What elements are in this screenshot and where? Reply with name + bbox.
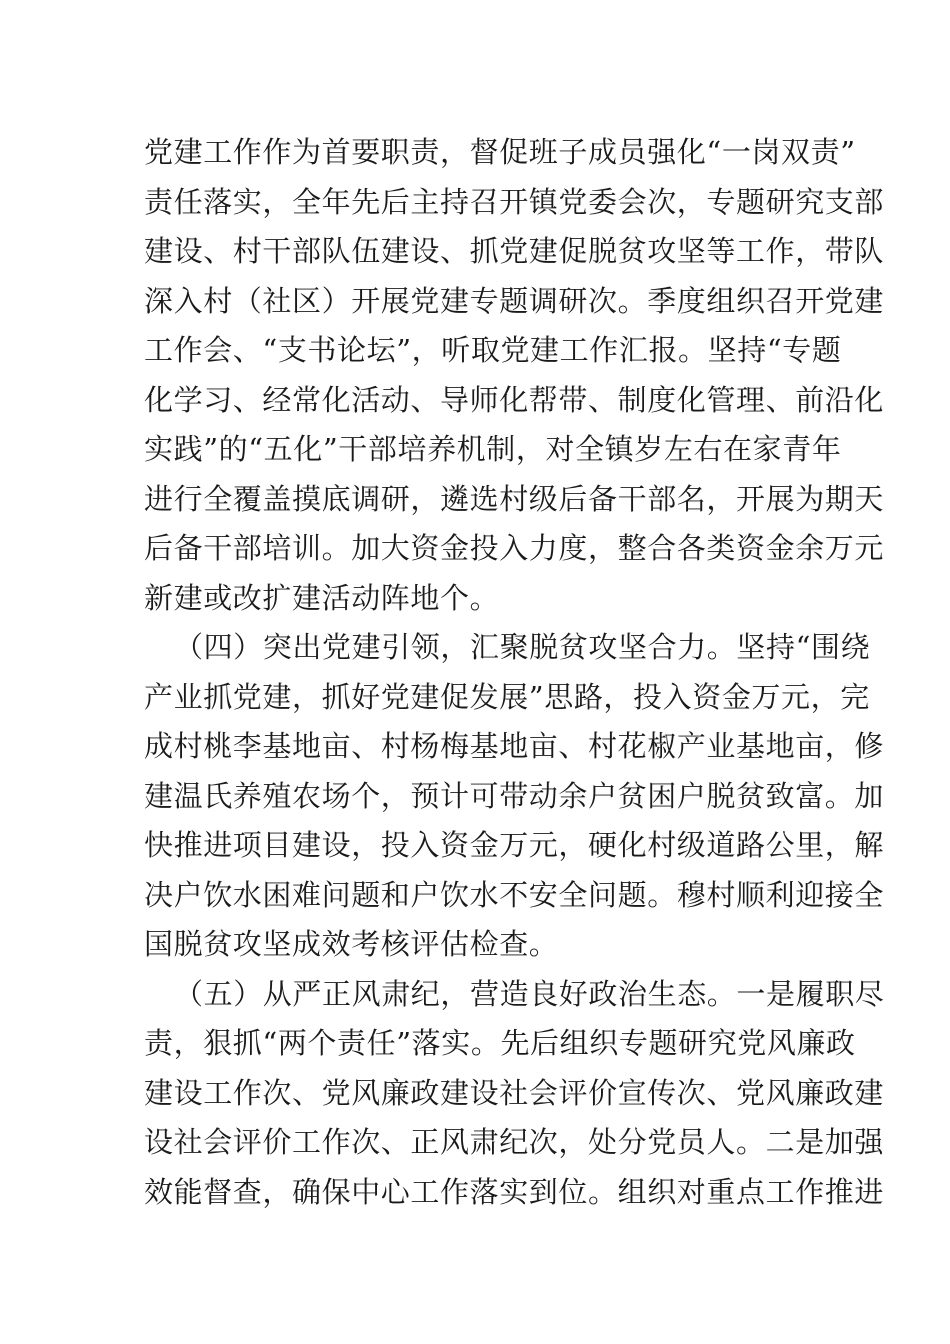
text-line: 成村桃李基地亩、村杨梅基地亩、村花椒产业基地亩，修	[144, 729, 885, 763]
text-line: 责任落实，全年先后主持召开镇党委会次，专题研究支部	[144, 185, 885, 219]
text-line: 深入村（社区）开展党建专题调研次。季度组织召开党建	[144, 284, 885, 318]
text-line: 党建工作作为首要职责，督促班子成员强化“一岗双责”	[144, 135, 856, 169]
text-line: 设社会评价工作次、正风肃纪次，处分党员人。二是加强	[144, 1125, 885, 1159]
text-line: 进行全覆盖摸底调研，遴选村级后备干部名，开展为期天	[144, 482, 885, 516]
text-line: 责，狠抓“两个责任”落实。先后组织专题研究党风廉政	[144, 1026, 856, 1060]
text-line: 新建或改扩建活动阵地个。	[144, 581, 500, 615]
text-line: 效能督查，确保中心工作落实到位。组织对重点工作推进	[144, 1175, 885, 1209]
text-line: 后备干部培训。加大资金投入力度，整合各类资金余万元	[144, 531, 885, 565]
text-line: 化学习、经常化活动、导师化帮带、制度化管理、前沿化	[144, 383, 885, 417]
text-line: 建设、村干部队伍建设、抓党建促脱贫攻坚等工作，带队	[144, 234, 885, 268]
text-line: 建设工作次、党风廉政建设社会评价宣传次、党风廉政建	[144, 1076, 885, 1110]
text-line: 实践”的“五化”干部培养机制，对全镇岁左右在家青年	[144, 432, 842, 466]
paragraph-heading-line: （四）突出党建引领，汇聚脱贫攻坚合力。坚持“围绕	[174, 630, 871, 664]
text-line: 国脱贫攻坚成效考核评估检查。	[144, 927, 559, 961]
text-line: 产业抓党建，抓好党建促发展”思路，投入资金万元，完	[144, 680, 870, 714]
paragraph-heading-line: （五）从严正风肃纪，营造良好政治生态。一是履职尽	[174, 977, 885, 1011]
text-line: 决户饮水困难问题和户饮水不安全问题。穆村顺利迎接全	[144, 878, 885, 912]
text-line: 工作会、“支书论坛”，听取党建工作汇报。坚持“专题	[144, 333, 842, 367]
text-line: 快推进项目建设，投入资金万元，硬化村级道路公里，解	[144, 828, 885, 862]
text-line: 建温氏养殖农场个，预计可带动余户贫困户脱贫致富。加	[144, 779, 885, 813]
